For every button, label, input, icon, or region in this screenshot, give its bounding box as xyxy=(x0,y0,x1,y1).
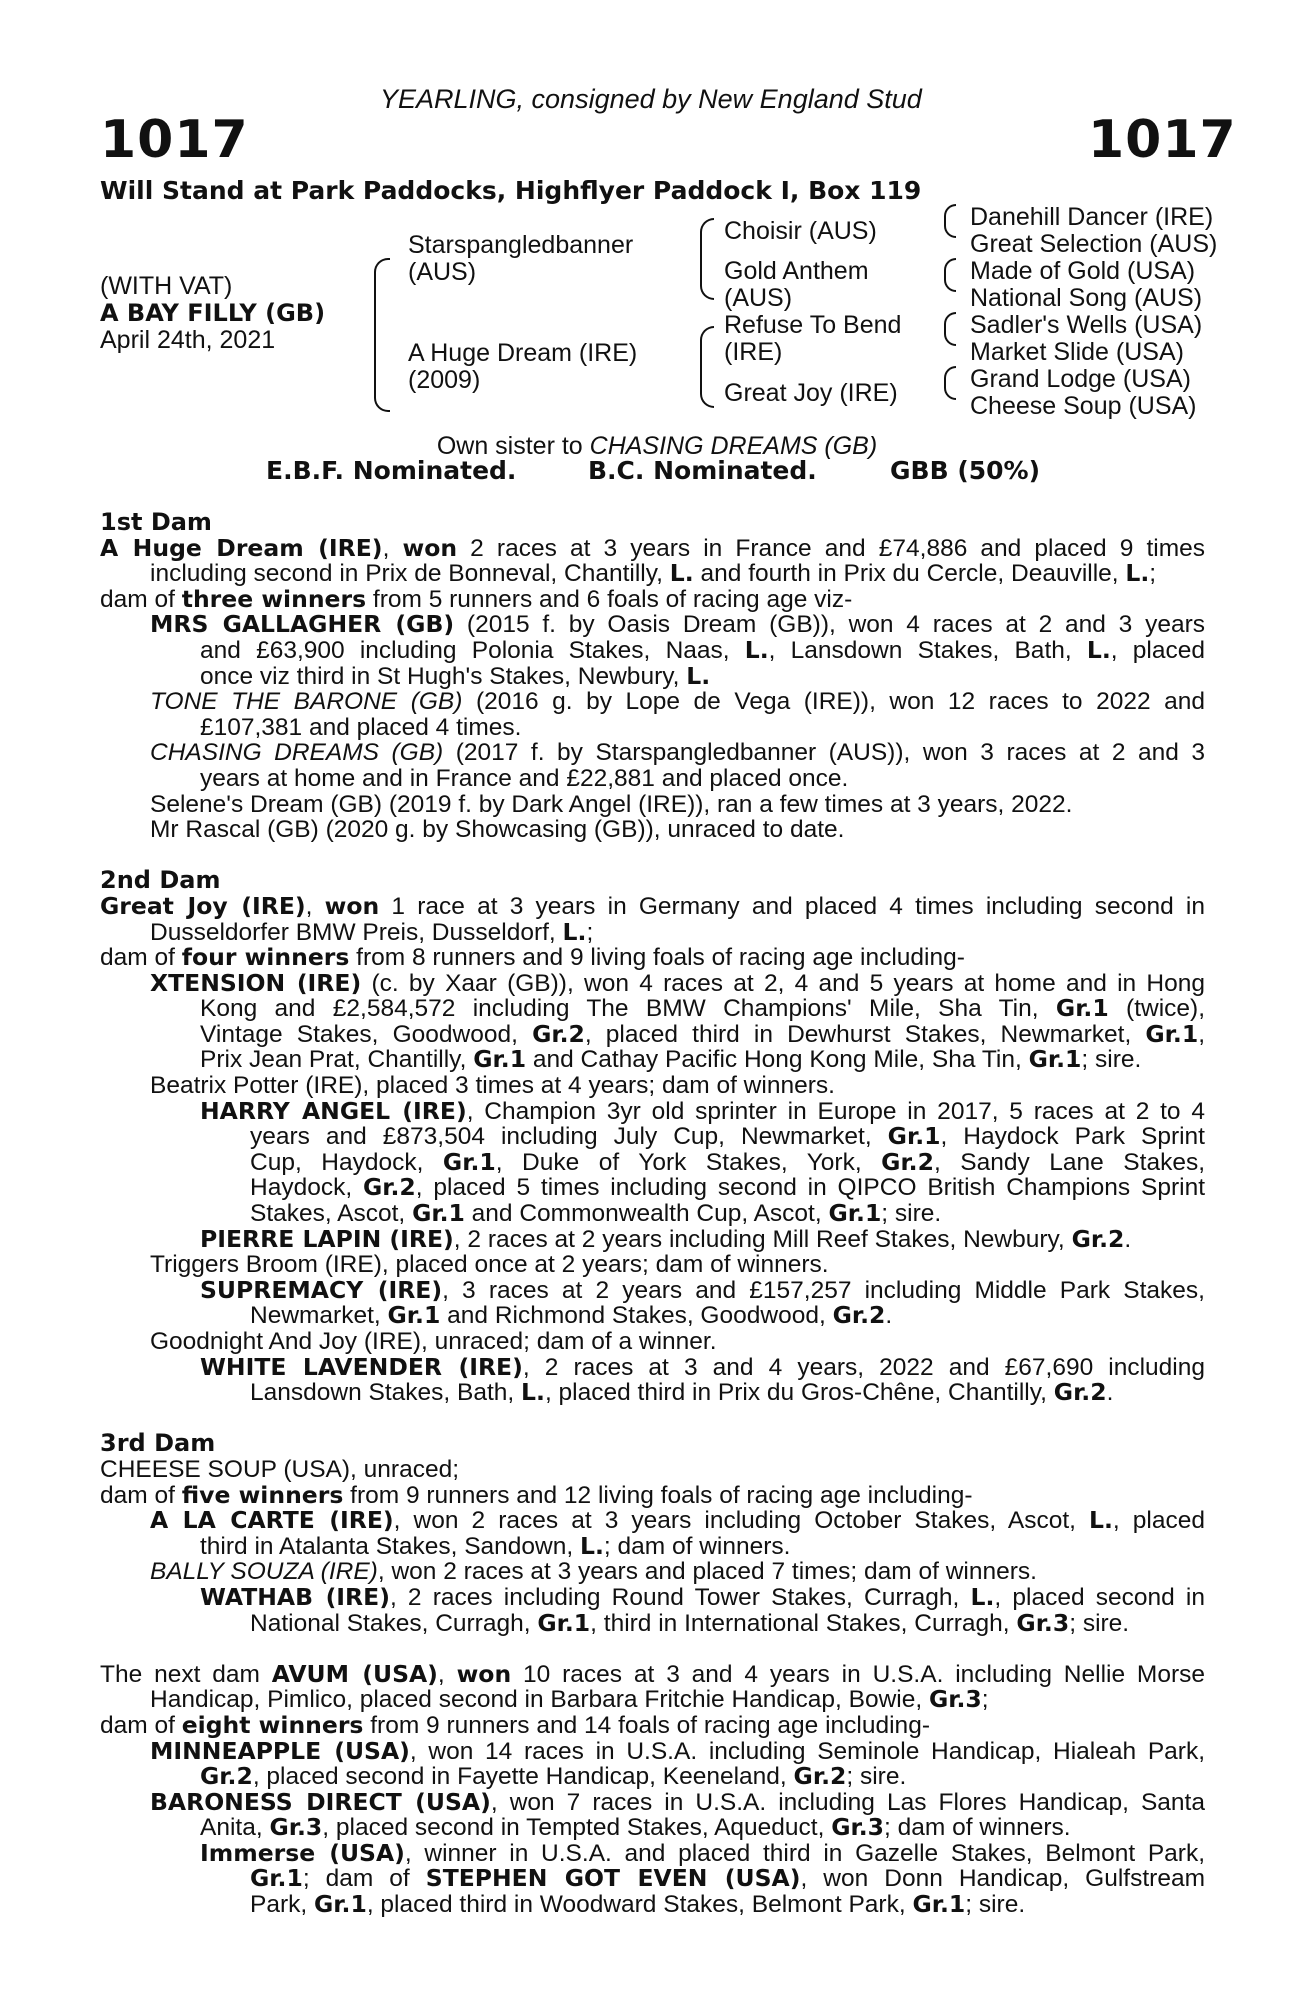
progeny-supremacy: SUPREMACY (IRE), 3 races at 2 years and £157,257 including Middle Park Stakes, xyxy=(200,1275,1205,1304)
sire-dam-country: (AUS) xyxy=(724,284,793,312)
gen3-dss: Sadler's Wells (USA) xyxy=(970,311,1203,339)
third-dam-line2: dam of five winners from 9 runners and 12 living foals of racing age including- xyxy=(100,1480,973,1509)
progeny-bally-souza: BALLY SOUZA (IRE), won 2 races at 3 years and placed 7 times; dam of winners. xyxy=(150,1558,1037,1586)
progeny-white-lavender: WHITE LAVENDER (IRE), 2 races at 3 and 4 years, 2022 and £67,690 including xyxy=(200,1352,1206,1381)
progeny-white-lavender-l2: Lansdown Stakes, Bath, L., placed third in Prix du Gros-Chêne, Chantilly, Gr.2. xyxy=(250,1378,1114,1407)
third-dam-heading: 3rd Dam xyxy=(100,1429,216,1458)
gen3-sss: Danehill Dancer (IRE) xyxy=(970,203,1214,231)
progeny-wathab-l2: National Stakes, Curragh, Gr.1, third in International Stakes, Curragh, Gr.3; sire. xyxy=(250,1608,1130,1637)
foaling-date: April 24th, 2021 xyxy=(100,326,276,354)
stand-location: Will Stand at Park Paddocks, Highflyer Paddock I, Box 119 xyxy=(100,176,922,205)
progeny-wathab: WATHAB (IRE), 2 races including Round Tower Stakes, Curragh, L., placed second in xyxy=(200,1582,1205,1611)
progeny-mrs-gallagher-l2: and £63,900 including Polonia Stakes, Naas, L., Lansdown Stakes, Bath, L., placed xyxy=(200,635,1205,664)
first-dam-line1: A Huge Dream (IRE), won 2 races at 3 years in France and £74,886 and placed 9 times xyxy=(100,533,1205,562)
progeny-minneapple: MINNEAPPLE (USA), won 14 races in U.S.A. including Seminole Handicap, Hialeah Park, xyxy=(150,1736,1205,1765)
brace-sire xyxy=(700,218,714,300)
progeny-chasing-dreams-l2: years at home and in France and £22,881 and placed once. xyxy=(200,764,849,792)
progeny-immerse-l2: Gr.1; dam of STEPHEN GOT EVEN (USA), won Donn Handicap, Gulfstream xyxy=(250,1864,1205,1893)
progeny-harry-angel-l3: Cup, Haydock, Gr.1, Duke of York Stakes, York, Gr.2, Sandy Lane Stakes, xyxy=(250,1147,1206,1176)
second-dam-heading: 2nd Dam xyxy=(100,866,221,895)
consignment-note: YEARLING, consigned by New England Stud xyxy=(380,84,922,114)
gen3-sds: Made of Gold (USA) xyxy=(970,257,1196,285)
sire-name: Starspangledbanner xyxy=(408,231,634,259)
gen3-sdd: National Song (AUS) xyxy=(970,284,1203,312)
progeny-harry-angel: HARRY ANGEL (IRE), Champion 3yr old sprinter in Europe in 2017, 5 races at 2 to 4 xyxy=(200,1096,1205,1125)
first-dam-line2: including second in Prix de Bonneval, Chantilly, L. and fourth in Prix du Cercle, Deauville, L.; xyxy=(150,559,1157,588)
next-dam-line3: dam of eight winners from 9 runners and 14 foals of racing age including- xyxy=(100,1710,930,1739)
brace-ss xyxy=(944,204,956,238)
progeny-xtension-l4: Prix Jean Prat, Chantilly, Gr.1 and Cathay Pacific Hong Kong Mile, Sha Tin, Gr.1; sire. xyxy=(200,1045,1142,1074)
progeny-minneapple-l2: Gr.2, placed second in Fayette Handicap, Keeneland, Gr.2; sire. xyxy=(200,1762,907,1791)
dam-sire: Refuse To Bend xyxy=(724,311,902,339)
progeny-mr-rascal: Mr Rascal (GB) (2020 g. by Showcasing (GB)), unraced to date. xyxy=(150,816,845,844)
gbb-label: GBB (50%) xyxy=(890,456,1041,485)
dam-dam: Great Joy (IRE) xyxy=(724,379,898,407)
first-dam-line3: dam of three winners from 5 runners and 6 foals of racing age viz- xyxy=(100,584,853,613)
progeny-tone-the-barone: TONE THE BARONE (GB) (2016 g. by Lope de Vega (IRE)), won 12 races to 2022 and xyxy=(150,688,1206,716)
progeny-pierre-lapin: PIERRE LAPIN (IRE), 2 races at 2 years including Mill Reef Stakes, Newbury, Gr.2. xyxy=(200,1224,1132,1253)
gen3-ddd: Cheese Soup (USA) xyxy=(970,392,1197,420)
progeny-a-la-carte: A LA CARTE (IRE), won 2 races at 3 years including October Stakes, Ascot, L., placed xyxy=(150,1506,1205,1535)
progeny-chasing-dreams: CHASING DREAMS (GB) (2017 f. by Starspangledbanner (AUS)), won 3 races at 2 and 3 xyxy=(150,739,1206,767)
brace-dam xyxy=(700,326,714,408)
brace-main xyxy=(374,258,390,412)
dam-sire-country: (IRE) xyxy=(724,338,783,366)
progeny-triggers-broom: Triggers Broom (IRE), placed once at 2 years; dam of winners. xyxy=(150,1251,829,1279)
second-dam-line3: dam of four winners from 8 runners and 9 living foals of racing age including- xyxy=(100,943,965,972)
sire-sire: Choisir (AUS) xyxy=(724,217,877,245)
second-dam-line1: Great Joy (IRE), won 1 race at 3 years in Germany and placed 4 times including second in xyxy=(100,891,1205,920)
brace-ds xyxy=(944,312,956,346)
progeny-supremacy-l2: Newmarket, Gr.1 and Richmond Stakes, Goodwood, Gr.2. xyxy=(250,1301,893,1330)
gen3-dds: Grand Lodge (USA) xyxy=(970,365,1191,393)
dam-year: (2009) xyxy=(408,366,481,394)
progeny-xtension: XTENSION (IRE) (c. by Xaar (GB)), won 4 races at 2, 4 and 5 years at home and in Hong xyxy=(150,968,1205,997)
gen3-ssd: Great Selection (AUS) xyxy=(970,230,1218,258)
progeny-mrs-gallagher-l3: once viz third in St Hugh's Stakes, Newbury, L. xyxy=(200,661,711,690)
horse-name: A BAY FILLY (GB) xyxy=(100,299,326,327)
lot-number-left: 1017 xyxy=(100,110,249,170)
first-dam-heading: 1st Dam xyxy=(100,508,212,536)
sire-country: (AUS) xyxy=(408,258,477,286)
progeny-xtension-l3: Vintage Stakes, Goodwood, Gr.2, placed third in Dewhurst Stakes, Newmarket, Gr.1, xyxy=(200,1019,1206,1048)
progeny-immerse: Immerse (USA), winner in U.S.A. and placed third in Gazelle Stakes, Belmont Park, xyxy=(200,1838,1206,1867)
next-dam-line2: Handicap, Pimlico, placed second in Barbara Fritchie Handicap, Bowie, Gr.3; xyxy=(150,1685,989,1714)
progeny-harry-angel-l2: years and £873,504 including July Cup, Newmarket, Gr.1, Haydock Park Sprint xyxy=(250,1122,1205,1151)
progeny-harry-angel-l4: Haydock, Gr.2, placed 5 times including second in QIPCO British Champions Sprint xyxy=(250,1173,1205,1202)
progeny-baroness-direct: BARONESS DIRECT (USA), won 7 races in U.S.A. including Las Flores Handicap, Santa xyxy=(150,1787,1205,1816)
sire-dam: Gold Anthem xyxy=(724,257,869,285)
brace-dd xyxy=(944,366,956,400)
progeny-baroness-direct-l2: Anita, Gr.3, placed second in Tempted Stakes, Aqueduct, Gr.3; dam of winners. xyxy=(200,1813,1071,1842)
vat-note: (WITH VAT) xyxy=(100,272,233,300)
brace-sd xyxy=(944,258,956,292)
progeny-harry-angel-l5: Stakes, Ascot, Gr.1 and Commonwealth Cup, Ascot, Gr.1; sire. xyxy=(250,1199,942,1228)
lot-number-right: 1017 xyxy=(1088,110,1237,170)
next-dam-line1: The next dam AVUM (USA), won 10 races at 3 and 4 years in U.S.A. including Nellie Morse xyxy=(100,1659,1206,1688)
progeny-xtension-l2: Kong and £2,584,572 including The BMW Champions' Mile, Sha Tin, Gr.1 (twice), xyxy=(200,994,1206,1023)
progeny-selenes-dream: Selene's Dream (GB) (2019 f. by Dark Angel (IRE)), ran a few times at 3 years, 2022. xyxy=(150,790,1073,818)
ebf-nominated: E.B.F. Nominated. xyxy=(266,456,517,485)
progeny-tone-the-barone-l2: £107,381 and placed 4 times. xyxy=(200,713,522,741)
sister-note: Own sister to CHASING DREAMS (GB) xyxy=(436,432,878,460)
progeny-goodnight-and-joy: Goodnight And Joy (IRE), unraced; dam of a winner. xyxy=(150,1328,717,1355)
gen3-dsd: Market Slide (USA) xyxy=(970,338,1184,366)
progeny-a-la-carte-l2: third in Atalanta Stakes, Sandown, L.; dam of winners. xyxy=(200,1531,791,1560)
third-dam-line1: CHEESE SOUP (USA), unraced; xyxy=(100,1455,460,1483)
progeny-immerse-l3: Park, Gr.1, placed third in Woodward Stakes, Belmont Park, Gr.1; sire. xyxy=(250,1890,1026,1919)
progeny-beatrix-potter: Beatrix Potter (IRE), placed 3 times at 4 years; dam of winners. xyxy=(150,1072,835,1100)
catalogue-body xyxy=(100,510,1205,1918)
second-dam-line2: Dusseldorfer BMW Preis, Dusseldorf, L.; xyxy=(150,917,594,946)
progeny-mrs-gallagher: MRS GALLAGHER (GB) (2015 f. by Oasis Dream (GB)), won 4 races at 2 and 3 years xyxy=(150,610,1206,639)
dam-name: A Huge Dream (IRE) xyxy=(408,339,638,367)
bc-nominated: B.C. Nominated. xyxy=(588,456,817,485)
